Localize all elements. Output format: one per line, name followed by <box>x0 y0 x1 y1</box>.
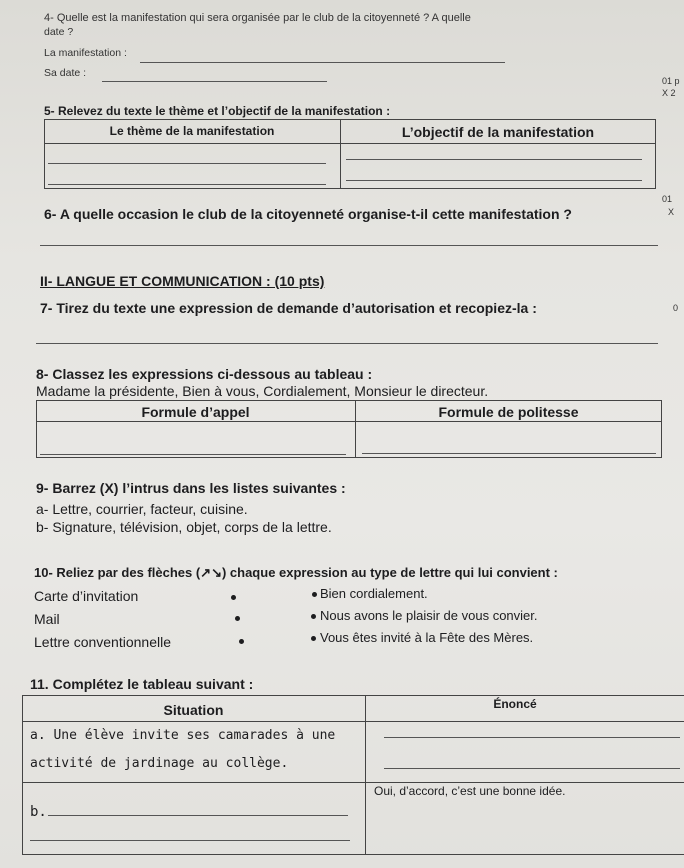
q10-left-item-1: Carte d’invitation <box>34 588 139 604</box>
q10-left-item-2: Mail <box>34 611 60 627</box>
q11-answer-line-b1 <box>48 815 348 816</box>
q10-right-item-1: Bien cordialement. <box>320 586 428 601</box>
q8-header-rule <box>36 421 662 422</box>
margin-mark-1: 01 p <box>662 76 680 86</box>
q8-col-appel: Formule d’appel <box>141 404 250 420</box>
q5-title: 5- Relevez du texte le thème et l’objectif de la manifestation : <box>44 104 391 118</box>
section-2-title: II- LANGUE ET COMMUNICATION : (10 pts) <box>40 273 325 289</box>
q10-right-dot-1[interactable] <box>312 592 317 597</box>
q4-label-manifestation: La manifestation : <box>44 47 127 59</box>
q4-text-line2: date ? <box>44 26 74 38</box>
q11-row-b-label: b. <box>30 804 47 820</box>
q9-title: 9- Barrez (X) l’intrus dans les listes suivantes : <box>36 480 346 496</box>
q5-answer-line-2 <box>346 159 642 160</box>
margin-mark-2: X 2 <box>662 88 676 98</box>
margin-mark-4: X <box>668 207 675 217</box>
q5-answer-line-1 <box>48 163 326 164</box>
q10-right-dot-3[interactable] <box>311 636 316 641</box>
q10-title: 10- Reliez par des flèches (↗↘) chaque expression au type de lettre qui lui convient : <box>34 565 558 580</box>
q11-answer-line-a1 <box>384 737 680 738</box>
q10-left-dot-2[interactable] <box>235 616 240 621</box>
margin-mark-5: 0 <box>673 303 679 313</box>
q11-row-b-answer: Oui, d’accord, c’est une bonne idée. <box>374 784 566 798</box>
q7-title: 7- Tirez du texte une expression de demande d’autorisation et recopiez-la : <box>40 300 537 316</box>
q6-answer-line <box>40 245 658 246</box>
q6-title: 6- A quelle occasion le club de la citoyenneté organise-t-il cette manifestation ? <box>44 206 572 222</box>
q11-answer-line-a2 <box>384 768 680 769</box>
q5-col-theme: Le thème de la manifestation <box>109 124 275 138</box>
q11-row-rule <box>22 782 684 783</box>
q11-title: 11. Complétez le tableau suivant : <box>30 676 254 692</box>
q9-list-a: a- Lettre, courrier, facteur, cuisine. <box>36 501 248 517</box>
q11-row-a-line1: a. Une élève invite ses camarades à une <box>30 728 336 743</box>
q5-answer-line-3 <box>48 184 326 185</box>
q4-label-date: Sa date : <box>44 67 87 79</box>
q10-left-dot-3[interactable] <box>239 639 244 644</box>
q8-title: 8- Classez les expressions ci-dessous au tableau : <box>36 366 373 382</box>
q7-answer-line <box>36 343 658 344</box>
q11-col-enonce: Énoncé <box>493 697 537 711</box>
q10-right-item-3: Vous êtes invité à la Fête des Mères. <box>320 630 534 645</box>
q11-answer-line-b2 <box>30 840 350 841</box>
q10-left-item-3: Lettre conventionnelle <box>34 634 171 650</box>
margin-mark-3: 01 <box>662 194 673 204</box>
q11-table <box>22 695 684 855</box>
q10-right-item-2: Nous avons le plaisir de vous convier. <box>320 608 538 623</box>
q10-right-dot-2[interactable] <box>311 614 316 619</box>
q8-answer-line-1 <box>40 454 346 455</box>
q4-answer-line-manifestation <box>140 62 505 63</box>
q8-answer-line-2 <box>362 453 656 454</box>
q11-header-rule <box>22 721 684 722</box>
q11-col-situation: Situation <box>163 702 224 718</box>
q10-left-dot-1[interactable] <box>231 595 236 600</box>
q8-expressions: Madame la présidente, Bien à vous, Cordialement, Monsieur le directeur. <box>36 383 489 399</box>
q9-list-b: b- Signature, télévision, objet, corps de la lettre. <box>36 519 332 535</box>
q4-text-line1: 4- Quelle est la manifestation qui sera organisée par le club de la citoyenneté ? A quelle <box>44 12 471 24</box>
q11-row-a-line2: activité de jardinage au collège. <box>30 756 289 771</box>
q5-col-objectif: L’objectif de la manifestation <box>401 124 595 140</box>
q5-header-rule <box>44 143 656 144</box>
q8-col-politesse: Formule de politesse <box>438 404 579 420</box>
q11-table-divider <box>365 695 366 855</box>
q4-answer-line-date <box>102 81 327 82</box>
q5-answer-line-4 <box>346 180 642 181</box>
